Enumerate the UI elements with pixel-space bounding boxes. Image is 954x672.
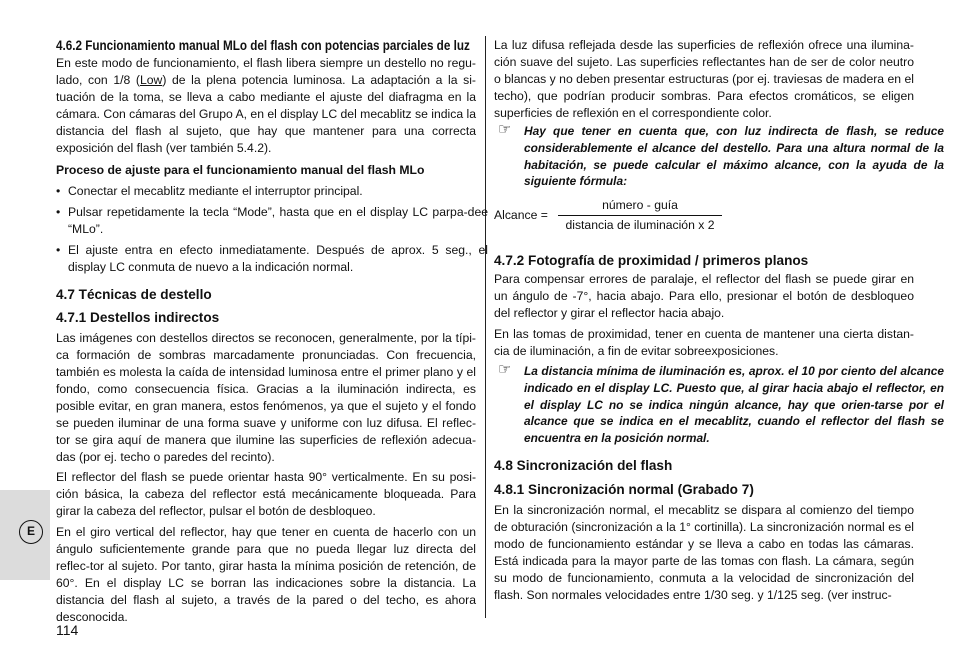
pointing-hand-icon: ☞ [498,361,512,378]
heading-4-7-1: 4.7.1 Destellos indirectos [56,310,220,325]
bullet-text: El ajuste entra en efecto inmediatamente. Después de aprox. 5 seg., el display LC conmuta de nuevo a la indicación normal. [68,243,488,274]
bullet-dot: • [56,184,61,198]
column-divider [485,36,486,618]
bullet-item [56,183,488,200]
paragraph-vertical-tilt: En el giro vertical del reflector, hay que tener en cuenta de hacerlo con un ángulo suficientemente grande para que no pueda llegar luz directa del reflec-tor al sujeto. Por tanto, girar hasta la mínima posición de retención, de 60°. En el display LC se borran las indicaciones sobre la distancia. La distancia del flash al sujeto, a través de la pared o del techo, es ahora desconocida. [56,525,476,624]
paragraph-indirect-flash: Las imágenes con destellos directos se reconocen, generalmente, por la típi-ca formación de sombras marcadamente pronunciadas. Con frecuencia, también es molesta la caída de intensidad luminosa entre el primer plano y el fondo, como consecuencia física. Gracias a la iluminación indirecta, es posible evitar, en gran manera, estos fenómenos, ya que el sujeto y el fondo se pueden iluminar de una forma suave y uniforme con luz difusa. El reflec-tor se gira aquí de manera que ilumine las superficies de reflexión adecua-das (por ej. techo o paredes del recinto). [56,331,476,464]
note-indirect-range [494,123,944,190]
heading-4-8-1: 4.8.1 Sincronización normal (Grabado 7) [494,482,754,497]
fraction-bar [558,215,722,216]
heading-4-7: 4.7 Técnicas de destello [56,287,212,302]
bullet-dot: • [56,243,61,257]
paragraph-close-range: En las tomas de proximidad, tener en cuenta de mantener una cierta distan-cia de iluminación, a fin de evitar sobreexposiciones. [494,327,914,358]
low-underlined: Low [139,73,163,87]
bullet-dot: • [56,205,61,219]
bullet-text: Conectar el mecablitz mediante el interruptor principal. [68,184,363,198]
language-tab-letter: E [19,520,43,544]
paragraph-parallax: Para compensar errores de paralaje, el reflector del flash se puede girar en un ángulo de -7°, hacia abajo. Para ello, presionar el botón de desbloqueo del reflector y girar el reflector hacia abajo. [494,272,914,320]
range-formula [494,198,914,238]
paragraph-mlo-intro [56,55,476,157]
bullet-item [56,242,488,276]
paragraph-text: En este modo de funcionamiento, el flash libera siempre un destello no regu-lado, con 1/8 ( [56,56,476,87]
pointing-hand-icon: ☞ [498,121,512,138]
paragraph-text: ) de la plena potencia luminosa. La adaptación a la si-tuación de la toma, se lleva a cabo mediante el ajuste del diafragma en la cámara. Con cámaras del Grupo A, en el display LC del mecablitz se indica la distancia del flash al sujeto, que hay que mantener para una correcta exposición del flash (ver también 5.4.2). [56,73,476,155]
page-number: 114 [56,622,79,638]
bullet-item [56,204,488,238]
formula-denominator: distancia de iluminación x 2 [565,218,715,232]
procedure-title: Proceso de ajuste para el funcionamiento manual del flash MLo [56,163,425,177]
heading-4-6-2: 4.6.2 Funcionamiento manual MLo del flash con potencias parciales de luz [56,38,470,53]
paragraph-diffuse-light: La luz difusa reflejada desde las superficies de reflexión ofrece una ilumina-ción suave del sujeto. Las superficies reflectantes han de ser de color neutro o blancas y no deben presentar estructuras (por ej. traviesas de madera en el techo), que podrían producir sombras. Para efectos cromáticos, se eligen superficies de reflexión en el correspondiente color. [494,38,914,120]
paragraph-reflector-orientation: El reflector del flash se puede orientar hasta 90° verticalmente. En su posi-ción básica, la cabeza del reflector está mecánicamente bloqueada. Para girar la cabeza del reflector, pulsar el botón de desbloqueo. [56,470,476,518]
note-minimum-distance [494,363,944,447]
paragraph-normal-sync: En la sincronización normal, el mecablitz se dispara al comienzo del tiempo de obturación (sincronización a la 1° cortinilla). La sincronización normal es el modo de funcionamiento estándar y se lleva a cabo en todas las cámaras. Está indicada para la mayor parte de las tomas con flash. La cámara, según su modo de funcionamiento, conmuta a la velocidad de sincronización del flash. Son normales velocidades entre 1/30 seg. y 1/125 seg. (ver instruc- [494,503,914,602]
note-text: Hay que tener en cuenta que, con luz indirecta de flash, se reduce considerablemente el alcance del destello. Para una altura normal de la habitación, se puede calcular el máximo alcance, con la ayuda de la siguiente fórmula: [524,124,944,189]
formula-label: Alcance = [494,208,548,222]
note-text: La distancia mínima de iluminación es, aprox. el 10 por ciento del alcance indicado en el display LC. Puesto que, al girar hacia abajo el reflector, en el display LC no se indica ningún alcance, hay que orien-tarse por el alcance que se indica en el mecablitz, cuando el reflector del flash se encuentra en la posición normal. [524,364,944,446]
heading-4-8: 4.8 Sincronización del flash [494,458,673,473]
bullet-text: Pulsar repetidamente la tecla “Mode”, hasta que en el display LC parpa-dee “MLo”. [68,205,488,236]
heading-4-7-2: 4.7.2 Fotografía de proximidad / primeros planos [494,253,809,268]
formula-numerator: número - guía [602,198,678,212]
